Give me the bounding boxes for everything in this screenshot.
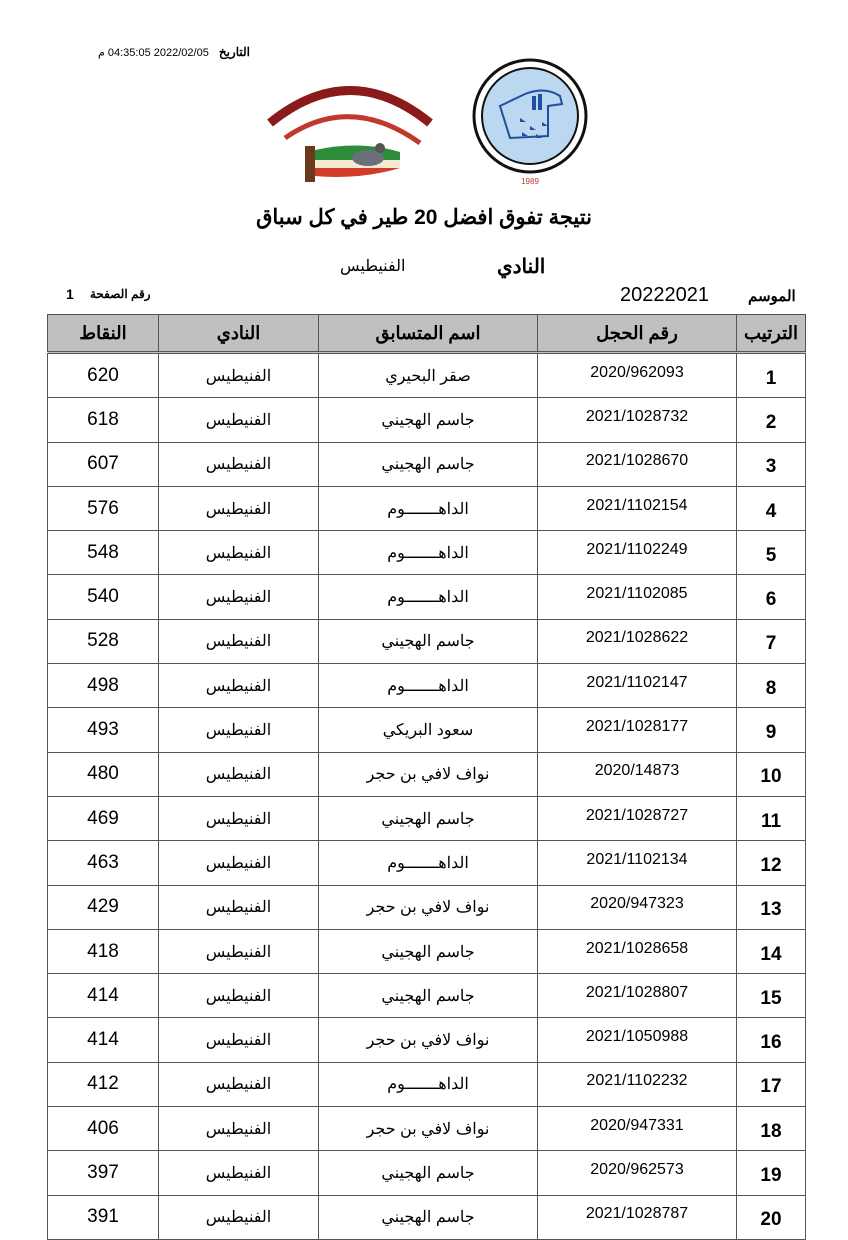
points-cell: 469 [48, 796, 159, 840]
table-row [48, 664, 806, 708]
season-label: الموسم [748, 288, 796, 305]
print-date [30, 42, 250, 62]
club-cell: الفنيطيس [159, 1151, 319, 1195]
table-row [48, 619, 806, 663]
ring-number-cell: 2021/1102249 [538, 531, 737, 575]
table-row [48, 885, 806, 929]
rank-cell: 20 [737, 1195, 806, 1239]
table-row [48, 708, 806, 752]
club-cell: الفنيطيس [159, 619, 319, 663]
ring-number-cell: 2020/14873 [538, 752, 737, 796]
ring-number-cell: 2021/1028658 [538, 929, 737, 973]
club-cell: الفنيطيس [159, 664, 319, 708]
points-cell: 406 [48, 1107, 159, 1151]
club-value: الفنيطيس [340, 258, 406, 275]
club-cell: الفنيطيس [159, 442, 319, 486]
club-cell: الفنيطيس [159, 885, 319, 929]
page-number-value: 1 [66, 286, 74, 302]
ring-number-cell: 2021/1028177 [538, 708, 737, 752]
club-cell: الفنيطيس [159, 1062, 319, 1106]
table-row [48, 1195, 806, 1239]
table-row [48, 531, 806, 575]
points-cell: 620 [48, 353, 159, 398]
rank-cell: 11 [737, 796, 806, 840]
competitor-name-cell: الداهـــــــوم [319, 575, 538, 619]
club-cell: الفنيطيس [159, 1018, 319, 1062]
points-cell: 576 [48, 486, 159, 530]
table-row [48, 398, 806, 442]
club-cell: الفنيطيس [159, 353, 319, 398]
points-cell: 429 [48, 885, 159, 929]
rank-cell: 16 [737, 1018, 806, 1062]
points-cell: 391 [48, 1195, 159, 1239]
report-title: نتيجة تفوق افضل 20 طير في كل سباق [256, 206, 592, 229]
rank-cell: 10 [737, 752, 806, 796]
club-cell: الفنيطيس [159, 796, 319, 840]
club-cell: الفنيطيس [159, 708, 319, 752]
competitor-name-cell: جاسم الهجيني [319, 398, 538, 442]
competitor-name-cell: جاسم الهجيني [319, 442, 538, 486]
season-value: 20222021 [620, 284, 709, 306]
column-header-points: النقاط [48, 315, 159, 353]
ring-number-cell: 2021/1102085 [538, 575, 737, 619]
results-table [47, 314, 806, 1240]
points-cell: 480 [48, 752, 159, 796]
points-cell: 498 [48, 664, 159, 708]
rank-cell: 19 [737, 1151, 806, 1195]
table-row [48, 486, 806, 530]
ring-number-cell: 2020/947331 [538, 1107, 737, 1151]
column-header-rank: الترتيب [737, 315, 806, 353]
ring-number-cell: 2021/1102232 [538, 1062, 737, 1106]
club-label: النادي [497, 256, 546, 278]
points-cell: 397 [48, 1151, 159, 1195]
competitor-name-cell: صقر البحيري [319, 353, 538, 398]
competitor-name-cell: نواف لافي بن حجر [319, 1107, 538, 1151]
date-label: التاريخ [218, 45, 250, 59]
ring-number-cell: 2020/962573 [538, 1151, 737, 1195]
table-row [48, 841, 806, 885]
club-cell: الفنيطيس [159, 398, 319, 442]
svg-text:1989: 1989 [521, 177, 539, 186]
points-cell: 618 [48, 398, 159, 442]
table-row [48, 929, 806, 973]
table-row [48, 752, 806, 796]
rank-cell: 2 [737, 398, 806, 442]
rank-cell: 3 [737, 442, 806, 486]
ring-number-cell: 2021/1028732 [538, 398, 737, 442]
ring-number-cell: 2021/1102147 [538, 664, 737, 708]
rank-cell: 9 [737, 708, 806, 752]
ring-number-cell: 2021/1050988 [538, 1018, 737, 1062]
ring-number-cell: 2021/1028670 [538, 442, 737, 486]
points-cell: 548 [48, 531, 159, 575]
rank-cell: 6 [737, 575, 806, 619]
club-logo [250, 68, 450, 186]
table-row [48, 575, 806, 619]
rank-cell: 5 [737, 531, 806, 575]
points-cell: 463 [48, 841, 159, 885]
competitor-name-cell: الداهـــــــوم [319, 1062, 538, 1106]
ring-number-cell: 2020/962093 [538, 353, 737, 398]
points-cell: 528 [48, 619, 159, 663]
ring-number-cell: 2021/1028807 [538, 974, 737, 1018]
rank-cell: 1 [737, 353, 806, 398]
rank-cell: 13 [737, 885, 806, 929]
ring-number-cell: 2021/1028727 [538, 796, 737, 840]
competitor-name-cell: جاسم الهجيني [319, 1151, 538, 1195]
competitor-name-cell: جاسم الهجيني [319, 619, 538, 663]
table-row [48, 1151, 806, 1195]
points-cell: 493 [48, 708, 159, 752]
club-cell: الفنيطيس [159, 929, 319, 973]
rank-cell: 17 [737, 1062, 806, 1106]
points-cell: 412 [48, 1062, 159, 1106]
competitor-name-cell: جاسم الهجيني [319, 796, 538, 840]
competitor-name-cell: الداهـــــــوم [319, 486, 538, 530]
rank-cell: 4 [737, 486, 806, 530]
rank-cell: 12 [737, 841, 806, 885]
points-cell: 414 [48, 974, 159, 1018]
column-header-ring: رقم الحجل [538, 315, 737, 353]
table-row [48, 796, 806, 840]
competitor-name-cell: الداهـــــــوم [319, 841, 538, 885]
table-row [48, 1018, 806, 1062]
ring-number-cell: 2021/1102154 [538, 486, 737, 530]
points-cell: 607 [48, 442, 159, 486]
club-cell: الفنيطيس [159, 486, 319, 530]
competitor-name-cell: جاسم الهجيني [319, 929, 538, 973]
ring-number-cell: 2021/1102134 [538, 841, 737, 885]
points-cell: 418 [48, 929, 159, 973]
column-header-club: النادي [159, 315, 319, 353]
date-value: 2022/02/05 04:35:05 م [98, 46, 209, 59]
club-cell: الفنيطيس [159, 974, 319, 1018]
competitor-name-cell: نواف لافي بن حجر [319, 885, 538, 929]
table-row [48, 1107, 806, 1151]
competitor-name-cell: نواف لافي بن حجر [319, 752, 538, 796]
competitor-name-cell: الداهـــــــوم [319, 531, 538, 575]
competitor-name-cell: جاسم الهجيني [319, 974, 538, 1018]
competitor-name-cell: الداهـــــــوم [319, 664, 538, 708]
club-cell: الفنيطيس [159, 841, 319, 885]
table-header-row [48, 315, 806, 353]
club-cell: الفنيطيس [159, 575, 319, 619]
competitor-name-cell: نواف لافي بن حجر [319, 1018, 538, 1062]
rank-cell: 18 [737, 1107, 806, 1151]
rank-cell: 7 [737, 619, 806, 663]
table-row [48, 353, 806, 398]
column-header-name: اسم المتسابق [319, 315, 538, 353]
points-cell: 414 [48, 1018, 159, 1062]
rank-cell: 8 [737, 664, 806, 708]
table-row [48, 442, 806, 486]
club-cell: الفنيطيس [159, 1195, 319, 1239]
points-cell: 540 [48, 575, 159, 619]
rank-cell: 14 [737, 929, 806, 973]
club-cell: الفنيطيس [159, 752, 319, 796]
club-cell: الفنيطيس [159, 531, 319, 575]
page-number-label: رقم الصفحة [90, 287, 151, 301]
table-row [48, 1062, 806, 1106]
ring-number-cell: 2020/947323 [538, 885, 737, 929]
competitor-name-cell: جاسم الهجيني [319, 1195, 538, 1239]
club-cell: الفنيطيس [159, 1107, 319, 1151]
rank-cell: 15 [737, 974, 806, 1018]
ring-number-cell: 2021/1028787 [538, 1195, 737, 1239]
table-row [48, 974, 806, 1018]
competitor-name-cell: سعود البريكي [319, 708, 538, 752]
federation-logo [470, 56, 590, 192]
ring-number-cell: 2021/1028622 [538, 619, 737, 663]
